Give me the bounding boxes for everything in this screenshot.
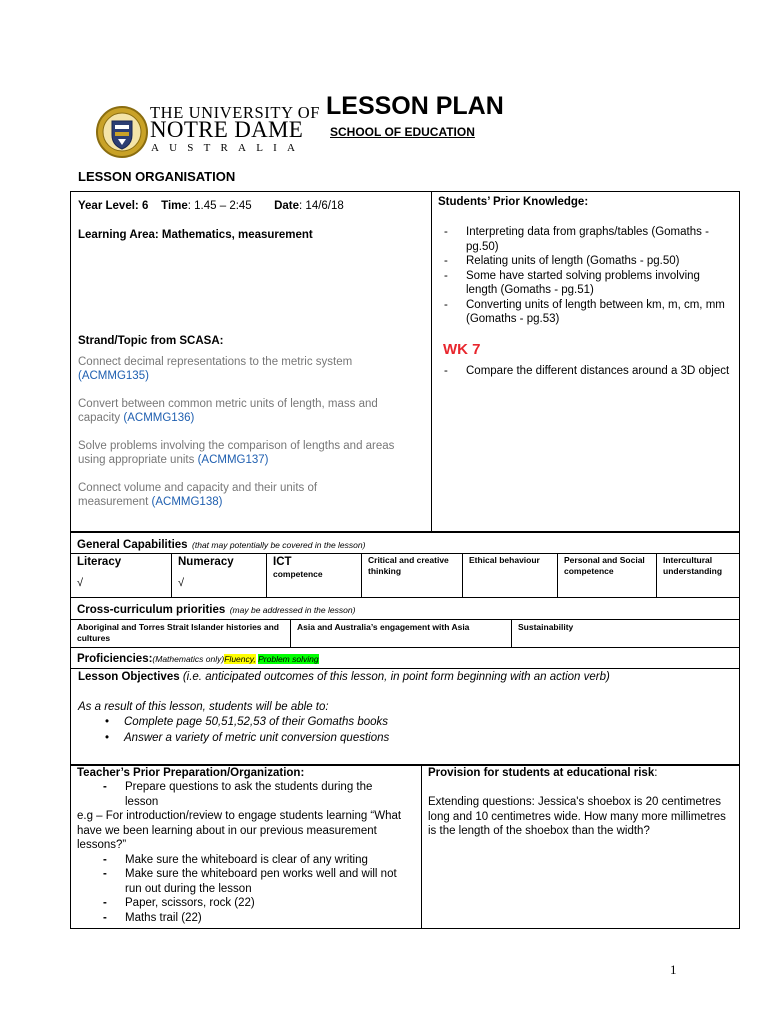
page-number: 1 [670,962,677,977]
cross-curriculum-heading-row: Cross-curriculum priorities (may be addressed in the lesson) [71,598,740,620]
preparation-list [97,780,397,809]
strand-item: Connect decimal representations to the metric system (ACMMG135) [78,356,353,382]
tick-mark: √ [77,577,84,589]
year-time-date: Year Level: 6 Time: 1.45 – 2:45 Date: 14/6/18 [78,200,344,212]
objectives-heading: Lesson Objectives [78,671,180,683]
intercultural-cell: Intercultural understanding [657,554,740,598]
sustainability-cell: Sustainability [518,622,574,632]
preparation-list-2 [97,853,402,926]
strand-item: Convert between common metric units of length, mass and capacity (ACMMG136) [78,398,378,424]
week-list [438,364,730,379]
ict-cell: ICT competence [267,554,362,598]
week-label: WK 7 [443,340,481,358]
objectives-note: (i.e. anticipated outcomes of this lesson, in point form beginning with an action verb) [182,671,610,683]
university-name-line1: THE UNIVERSITY OF [150,103,320,122]
cross-curriculum-row [71,620,740,648]
list-item: - Paper, scissors, rock (22) [97,896,402,911]
objectives-list [78,714,733,746]
list-item: - Make sure the whiteboard is clear of any writing [97,853,402,868]
ethical-cell: Ethical behaviour [463,554,558,598]
capabilities-table [70,532,740,766]
list-item: - Compare the different distances around a 3D object [438,364,730,379]
university-name-line2: NOTRE DAME [150,117,304,142]
list-item: • Complete page 50,51,52,53 of their Gomaths books [78,714,733,730]
list-item: - Converting units of length between km, m, cm, mm (Gomaths - pg.53) [438,298,730,327]
organisation-table [70,191,740,532]
problem-solving-highlight: Problem solving [258,654,319,664]
provision-heading: Provision for students at educational risk [428,767,655,779]
tick-mark: √ [178,577,185,589]
list-item: - Relating units of length (Gomaths - pg.50) [438,254,730,269]
curriculum-code-link[interactable]: (ACMMG136) [123,412,195,424]
provision-cell: Provision for students at educational risk: Extending questions: Jessica's shoebox is 20 centimetres long and 10 centimetres wide. How many more millimetres is the length of the shoebox than the width? [422,765,740,929]
curriculum-code-link[interactable]: (ACMMG135) [78,370,149,382]
section-heading: LESSON ORGANISATION [78,169,236,184]
fluency-highlight: Fluency, [224,654,256,664]
list-item: - Prepare questions to ask the students during the lesson [97,780,397,809]
capabilities-heading-row: General Capabilities (that may potentially be covered in the lesson) [71,533,740,554]
objectives-intro: As a result of this lesson, students will be able to: [78,701,329,713]
page-title: LESSON PLAN [326,92,504,120]
list-item: - Interpreting data from graphs/tables (Gomaths - pg.50) [438,225,730,254]
list-item: - Maths trail (22) [97,911,402,926]
list-item: - Some have started solving problems involving length (Gomaths - pg.51) [438,269,730,298]
curriculum-code-link[interactable]: (ACMMG138) [151,496,223,508]
prior-knowledge-cell [432,192,740,532]
numeracy-cell: Numeracy √ [172,554,267,598]
strand-item: Connect volume and capacity and their units of measurement (ACMMG138) [78,482,318,508]
list-item: • Answer a variety of metric unit conversion questions [78,730,733,746]
objectives-cell [71,669,740,766]
crest-icon [96,103,148,161]
school-subtitle: SCHOOL OF EDUCATION [330,125,475,139]
aboriginal-cell: Aboriginal and Torres Strait Islander histories and cultures [71,620,291,647]
prior-knowledge-heading: Students’ Prior Knowledge: [438,196,589,208]
strand-heading: Strand/Topic from SCASA: [78,335,224,347]
provision-text: Extending questions: Jessica's shoebox is 20 centimetres long and 10 centimetres wide. How many more millimetres is the length of the shoebox than the width? [428,796,726,837]
preparation-heading: Teacher’s Prior Preparation/Organization: [77,767,305,779]
strand-item: Solve problems involving the comparison of lengths and areas using appropriate units (ACMMG137) [78,440,395,466]
university-name-line3: AUSTRALIA [151,142,306,154]
proficiencies-row: Proficiencies:(Mathematics only)Fluency, Problem solving [71,648,740,669]
asia-cell: Asia and Australia’s engagement with Asia [291,620,512,647]
literacy-cell: Literacy √ [71,554,172,598]
organisation-cell [71,192,432,532]
prior-knowledge-list [438,225,730,327]
critical-thinking-cell: Critical and creative thinking [362,554,463,598]
preparation-example: e.g – For introduction/review to engage students learning “What have we been learning about in our previous measurement lessons?” [77,810,402,851]
list-item: - Make sure the whiteboard pen works well and will not run out during the lesson [97,867,402,896]
preparation-table [70,764,740,929]
curriculum-code-link[interactable]: (ACMMG137) [197,454,269,466]
personal-social-cell: Personal and Social competence [558,554,657,598]
preparation-cell [71,765,422,929]
learning-area: Learning Area: Mathematics, measurement [78,229,313,241]
